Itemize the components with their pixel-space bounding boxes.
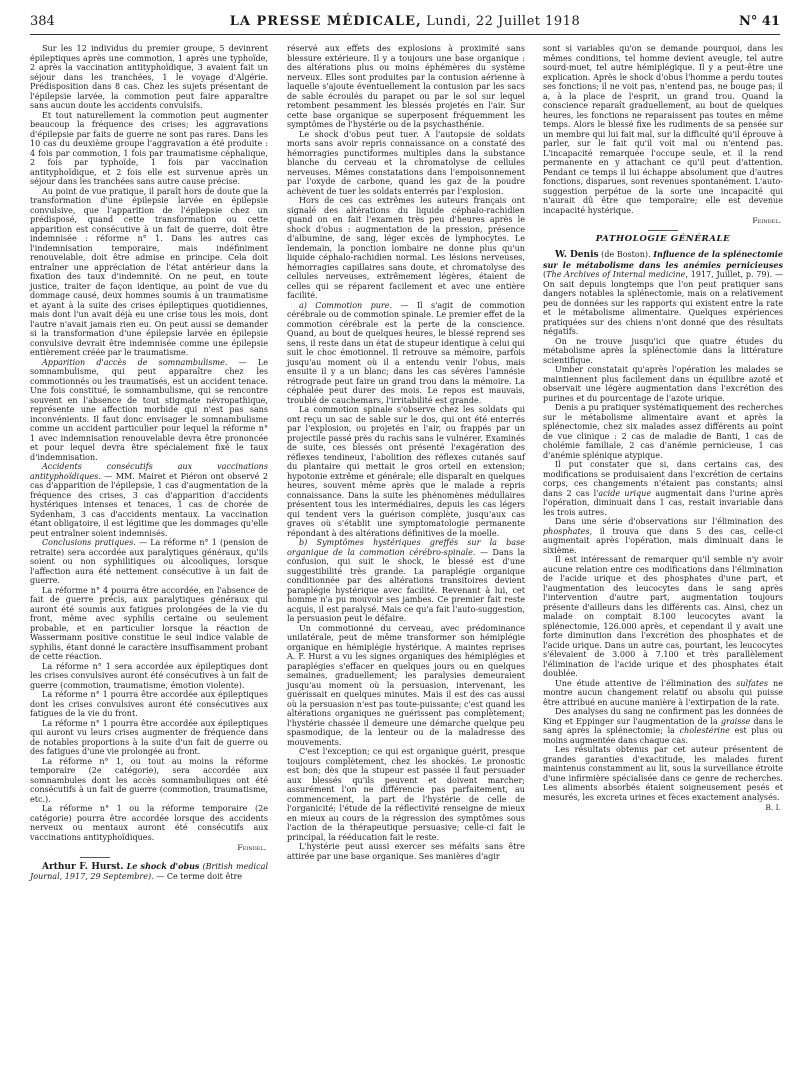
paragraph: Sur les 12 individus du premier groupe, 5 devinrent épileptiques après une commotion, 1 après une typhoïde, 2 après la vaccination antityphoïdique, 3 avaient fait un séjour dans les tranchées, 1 le voyage d'Algérie. Prédisposition dans 8 cas. Chez les sujets présentant de l'épilepsie larvée, la commotion peut faire apparaître sans aucun doute les accidents convulsifs. xyxy=(30,44,268,110)
subsection-title: Conclusions pratiques. xyxy=(42,538,136,547)
paragraph xyxy=(30,462,268,538)
article-lead xyxy=(30,862,268,882)
article-author: Arthur F. Hurst. xyxy=(42,861,124,872)
paragraph-text: augmentait dans l'urine après l'opération, diminuait dans 1 cas, restait invariable dans les trois autres. xyxy=(543,488,783,517)
paragraph: Hors de ces cas extrêmes les auteurs français ont signalé des altérations du liquide céphalo-rachidien quand on en fait l'examen très peu d'heures après le shock d'obus : augmentation de la pression, présence d'albumine, de sang, léger excès de lymphocytes. Le lendemain, la ponction lombaire ne donne plus qu'un liquide céphalo-rachidien normal. Les lésions nerveuses, hémorragies capillaires sans doute, et chromatolyse des cellules nerveuses, extrêmement légères, étaient de celles qui se réparent facilement et avec une entière facilité. xyxy=(287,196,525,300)
section-heading: PATHOLOGIE GÉNÉRALE xyxy=(595,233,731,244)
paragraph-text: , il trouva que dans 5 des cas, celle-ci augmentait après l'opération, mais diminuait dans le sixième. xyxy=(543,526,783,555)
column-2 xyxy=(287,44,525,1076)
paragraph: Denis a pu pratiquer systématiquement des recherches sur le métabolisme alimentaire avant et après la splénectomie, chez six malades assez différents au point de vue clinique : 2 cas de maladie de Banti, 1 cas de cholémie familiale, 2 cas d'anémie pernicieuse, 1 cas d'anémie splénique atypique. xyxy=(543,403,783,460)
paragraph-text: — Il s'agit de commotion cérébrale ou de commotion spinale. Le premier effet de la commotion cérébrale est la perte de la conscience. Quand, au bout de quelques heures, le blessé reprend ses sens, il reste dans un état de stupeur identique à celui qui suit le choc émotionnel. Il retrouve sa mémoire, parfois jusqu'au moment où il a entendu venir l'obus, mais ensuite il y a un blanc; dans les cas sévères l'amnésie rétrograde peut faire un grand trou dans la mémoire. La céphalée peut durer des mois. Le repos est mauvais, troublé de cauchemars, l'irritabilité est grande. xyxy=(287,300,526,405)
paragraph-text: Dans une série d'observations sur l'élimination des xyxy=(555,517,783,526)
paragraph-text: — Ce terme doit être xyxy=(153,872,243,881)
paragraph xyxy=(287,538,525,624)
subsection-title: a) Commotion pure. xyxy=(299,300,393,310)
article-title: Le shock d'obus xyxy=(126,860,200,871)
paragraph: Il est intéressant de remarquer qu'il semble n'y avoir aucune relation entre ces modifications dans l'élimination de l'acide urique et des phosphates d'une part, et l'augmentation des leucocytes dans le sang après l'intervention d'autre part, augmentation toujours présente d'ailleurs dans les différents cas. Ainsi, chez un malade on comptait 8.100 leucocytes avant la splénectomie, 126.000 après, et cependant il y avait une forte diminution dans l'excrétion des phosphates et de l'acide urique. Dans un autre cas, pourtant, les leucocytes s'élevaient de 3.000 à 7.100 et très parallèlement l'élimination de l'acide urique et des phosphates était doublée. xyxy=(543,555,783,678)
emphasis: cholestérine xyxy=(679,726,730,735)
paragraph xyxy=(543,517,783,555)
paragraph: La réforme n° 1 sera accordée aux épileptiques dont les crises convulsives auront été consécutives à un fait de guerre (commotion, traumatisme, émotion violente). xyxy=(30,661,268,690)
subsection-title: b) Symptômes hystériques greffés sur la base organique de la commotion cérébro-spinale. xyxy=(287,538,525,557)
paragraph xyxy=(287,301,525,406)
paragraph: On ne trouve jusqu'ici que quatre études du métabolisme après la splénectomie dans la littérature scientifique. xyxy=(543,336,783,365)
article-title: Influence de la splénectomie sur le métabolisme dans les anémies pernicieuses xyxy=(543,249,783,270)
paragraph xyxy=(543,679,783,708)
paragraph-text: Des analyses du sang ne confirment pas les données de King et Eppinger sur l'augmentation de la xyxy=(543,707,783,726)
emphasis: phosphates xyxy=(543,526,590,536)
article-affiliation: (de Boston). xyxy=(598,250,654,259)
article-lead xyxy=(543,250,783,337)
paragraph: C'est l'exception; ce qui est organique guérit, presque toujours complètement, chez les shockés. Le pronostic est bon; dès que la stupeur est passée il faut persuader aux blessés qu'ils peuvent et doivent marcher; assurément l'on ne différencie pas parfaitement, au commencement, la part de l'hystérie de celle de l'organicité; l'étude de la réflectivité renseigne de mieux en mieux au cours de la régression des symptômes sous l'action de la thérapeutique persuasive; celle-ci fait le principal, la rééducation fait le reste. xyxy=(287,747,525,842)
separator xyxy=(648,230,678,231)
paragraph: La réforme n° 1 ou la réforme temporaire (2e catégorie) pourra être accordée lorsque des accidents nerveux ou mentaux auront été consécutifs aux vaccinations antityphoïdiques. xyxy=(30,804,268,842)
paragraph: Et tout naturellement la commotion peut augmenter beaucoup la fréquence des crises; les aggravations d'épilepsie par faits de guerre ne sont pas rares. Dans les 10 cas du deuxième groupe l'aggravation a été produite : 4 fois par commotion, 1 fois par traumatisme céphalique, 2 fois par typhoïde, 1 fois par vaccination antityphoïdique, et 2 fois elle est survenue après un séjour dans les tranchées sans autre cause précise. xyxy=(30,110,268,186)
paragraph xyxy=(30,358,268,463)
author-signature: Feindel. xyxy=(752,216,781,225)
journal-title: LA PRESSE MÉDICALE, xyxy=(229,14,422,29)
paragraph-text: Il put constater que si, dans certains cas, des modifications se produisaient dans l'excrétion de certains corps, ces changements n'étaient pas constants; ainsi dans 2 cas l' xyxy=(543,460,783,498)
paragraph: Un commotionné du cerveau, avec prédominance unilatérale, peut de même transformer son hémiplégie organique en hémiplégie hystérique. A maintes reprises A. F. Hurst a vu les signes organiques des hémiplégies et paraplégies s'effacer en quelques jours ou en quelques semaines, graduellement; les paralysies demeuraient jusqu'au moment où la persuasion, intervenant, les guérissait en quelques minutes. Mais il est des cas aussi où la persuasion n'est pas toute-puissante; c'est quand les altérations organiques ne guérissent pas complètement; l'hystérie chassée il demeure une démarche quelque peu spasmodique, de la lenteur ou de la maladresse des mouvements. xyxy=(287,623,525,747)
column-1 xyxy=(30,44,268,1076)
paragraph: sont si variables qu'on se demande pourquoi, dans les mêmes conditions, tel homme devient aveugle, tel autre sourd-muet, tel autre hémiplégique. Il y a peut-être une explication. Après le shock d'obus l'homme a perdu toutes ses fonctions; il ne voit pas, n'entend pas, ne bouge pas; il a, à la place de l'esprit, un grand trou. Quand la conscience reparaît graduellement, au bout de quelques heures, les fonctions ne reparaissent pas toutes en même temps. Alors le blessé fixe les rudiments de sa pensée sur un membre qui lui fait mal, sur la difficulté qu'il éprouve à parler, sur le fait qu'il voit mal ou n'entend pas. L'incapacité remarquée l'occupe seule, et il la rend permanente en y attachant ce qu'il peut d'attention. Pendant ce temps il lui échappe absolument que d'autres fonctions, disparues, sont revenues spontanément. L'auto-suggestion perpétue de la sorte une incapacité qui n'aurait dû être que temporaire; elle est devenue incapacité hystérique. xyxy=(543,44,783,215)
emphasis: graisse xyxy=(720,716,751,726)
article-source: (British medical Journal, 1917, 29 Septembre). xyxy=(30,861,269,881)
page-header xyxy=(30,14,780,36)
article-source-journal: The Archives of Internal medicine xyxy=(546,270,686,279)
paragraph: Le shock d'obus peut tuer. A l'autopsie de soldats morts sans avoir repris connaissance on a constaté des hémorragies punctiformes multiples dans la substance blanche du cerveau et la chromatolyse de cellules nerveuses. Mêmes constatations dans l'empoisonnement par l'oxyde de carbone, quand les gaz de la poudre achèvent de tuer les soldats enterrés par l'explosion. xyxy=(287,129,525,196)
paragraph-text: Une étude attentive de l'élimination des xyxy=(555,678,737,688)
article-author: W. Denis xyxy=(555,250,599,260)
author-signature: Feindel. xyxy=(237,843,266,852)
paragraph: La réforme n° 4 pourra être accordée, en l'absence de fait de guerre précis, aux paralytiques généraux qui auront été soumis aux fatigues prolongées de la vie du front, même avec syphilis certaine ou seulement probable, et en particulier lorsque la réaction de Wassermann positive constitue le seul indice valable de syphilis, étant donné le caractère insuffisamment probant de cette réaction. xyxy=(30,585,268,661)
paragraph: La réforme n° 1, ou tout au moins la réforme temporaire (2e catégorie), sera accordée aux somnambules dont les accès somnambuliques ont été consécutifs à un fait de guerre (commotion, traumatisme, etc.). xyxy=(30,756,268,804)
separator xyxy=(80,857,110,858)
paragraph-text: est plus ou moins augmentée dans chaque cas. xyxy=(543,726,783,745)
issue-date: Lundi, 22 Juillet 1918 xyxy=(426,14,581,29)
paragraph: Umber constatait qu'après l'opération les malades se maintiennent plus facilement dans un équilibre azoté et observait une légère augmentation dans l'excrétion des purines et du pourcentage de l'azote urique. xyxy=(543,365,783,403)
paragraph: L'hystérie peut aussi exercer ses méfaits sans être attirée par une base organique. Ses manières d'agir xyxy=(287,842,525,861)
header-rule xyxy=(30,34,780,35)
paragraph: La réforme n° 1 pourra être accordée aux épileptiques dont les crises convulsives auront été consécutives aux fatigues de la vie du front. xyxy=(30,690,268,718)
paragraph-text: ne montre aucun changement relatif ou absolu qui puisse être attribué en aucune manière à l'extirpation de la rate. xyxy=(543,678,783,707)
paragraph xyxy=(30,538,268,586)
paragraph: Les résultats obtenus par cet auteur présentent de grandes garanties d'exactitude, les malades furent maintenus constamment au lit, sous la surveillance étroite d'une infirmière spécialisée dans ce genre de recherches. Les aliments absorbés étaient soigneusement pesés et mesurés, les excreta urines et fèces exactement analysés. xyxy=(543,745,783,802)
paragraph: La réforme n° 1 pourra être accordée aux épileptiques qui auront vu leurs crises augmenter de fréquence dans de notables proportions à la suite d'un fait de guerre ou des fatigues d'une vie prolongée au front. xyxy=(30,718,268,756)
subsection-title: Accidents consécutifs aux vaccinations antityphoïdiques. xyxy=(30,462,268,481)
subsection-title: Apparition d'accès de somnambulisme. xyxy=(42,357,228,367)
paragraph-text: — On sait depuis longtemps que l'on peut pratiquer sans dangers notables la splénectomie, mais on a relativement peu de données sur les rapports qui existent entre la rate et le métabolisme alimentaire. Quelques expériences pratiquées sur des chiens n'ont donné que des résultats négatifs. xyxy=(543,270,784,336)
running-title xyxy=(30,14,780,29)
emphasis: acide urique xyxy=(598,488,652,498)
column-3 xyxy=(543,44,783,813)
article-source: ( xyxy=(543,270,547,279)
author-signature: B. I. xyxy=(765,803,781,812)
paragraph-text: dans le sang après la splénectomie; la xyxy=(543,716,783,735)
paragraph: La commotion spinale s'observe chez les soldats qui ont reçu un sac de sable sur le dos, qui ont été enterrés par l'explosion, ou projetés en l'air, ou frappés par un projectile passé près du rachis sans le vulnérer. Examinés de suite, ces blessés ont présenté l'exagération des réflexes tendineux, l'abolition des réflexes cutanés sauf du plantaire qui mettait le gros orteil en extension; hypotonie extrême et générale; elle disparaît en quelques heures, souvent même après que le malade a repris connaissance. Dans la suite les phénomènes médullaires présentent tous les intermédiaires, depuis les cas légers qui tendent vers la guérison complète, jusqu'aux cas graves où s'établit une symptomatologie permanente répondant à des altérations définitives de la moelle. xyxy=(287,405,525,538)
paragraph: Au point de vue pratique, il paraît hors de doute que la transformation d'une épilepsie larvée en épilepsie convulsive, que l'apparition de l'épilepsie chez un prédisposé, quand cette transformation ou cette apparition est consécutive à un fait de guerre, doit être indemnisée : réforme n° 1. Dans les autres cas l'indemnisation temporaire, mais indéfiniment renouvelable, doit être admise en principe. Cela doit entraîner une appréciation de l'état antérieur dans la fixation des taux d'indemnité. On ne peut, en toute justice, traiter de façon identique, au point de vue du dommage causé, deux hommes soumis à un traumatisme et ayant à la suite des crises épileptiques quotidiennes, mais dont l'un avait déjà eu une crise tous les mois, dont l'autre n'avait jamais rien eu. On peut aussi se demander si la transformation d'une épilepsie larvée en épilepsie convulsive devrait être indemnisée comme une épilepsie entièrement créée par le traumatisme. xyxy=(30,186,268,357)
paragraph-text: — MM. Mairet et Piéron ont observé 2 cas d'apparition de l'épilepsie, 1 cas d'augmentation de la fréquence des crises, 3 cas d'apparition d'accidents hystériques intenses et tenaces, 1 cas de chorée de Sydenham, 3 cas d'accidents mentaux. La vaccination étant obligatoire, il est légitime que les dommages qu'elle peut entraîner soient indemnisés. xyxy=(30,471,268,538)
paragraph-text: — Le somnambulisme, qui peut apparaître chez les commotionnés ou les traumatisés, est un accident tenace. Une fois constitué, le somnambulisme, qui se rencontre souvent en l'absence de tout stigmate névropathique, représente une affection morbide qui n'est pas sans inconvénients. Il faut donc envisager le somnambulisme comme un accident particulier pour lequel la réforme n° 1 avec indemnisation renouvelable devra être prononcée et pour lequel devra être spécialement fixé le taux d'indemnisation. xyxy=(30,357,268,462)
paragraph-text: — La réforme n° 1 (pension de retraite) sera accordée aux paralytiques généraux, qu'ils soient ou non syphilitiques ou alcooliques, lorsque l'affection aura été nettement consécutive à un fait de guerre. xyxy=(30,538,268,585)
issue-number: N° 41 xyxy=(739,14,780,29)
paragraph: réservé aux effets des explosions à proximité sans blessure extérieure. Il y a toujours une base organique : des altérations plus ou moins éphémères du système nerveux. Elles sont produites par la contusion aérienne à laquelle s'ajoute éventuellement la contusion par les sacs de sable écroulés du parapet ou par le sol sur lequel retombent pesamment les blessés projetés en l'air. Sur cette base organique se superposent fréquemment les symptômes de l'hystérie ou de la psychasthénie. xyxy=(287,44,525,129)
paragraph xyxy=(543,460,783,517)
paragraph-text: — Dans la confusion, qui suit le shock, le blessé est d'une suggestibilité très grande. La paraplégie organique conditionnée par des altérations transitoires devient paraplégie hystérique avec facilité. Revenant à lui, cet homme n'a pu mouvoir ses jambes. Ce premier fait reste acquis, il est paralysé. Mais ce qu'a fait l'auto-suggestion, la persuasion peut le défaire. xyxy=(287,547,526,623)
emphasis: sulfates xyxy=(736,678,768,688)
article-source: , 1917, Juillet, p. 79). xyxy=(685,270,773,279)
paragraph xyxy=(543,707,783,745)
page-number: 384 xyxy=(30,14,55,29)
